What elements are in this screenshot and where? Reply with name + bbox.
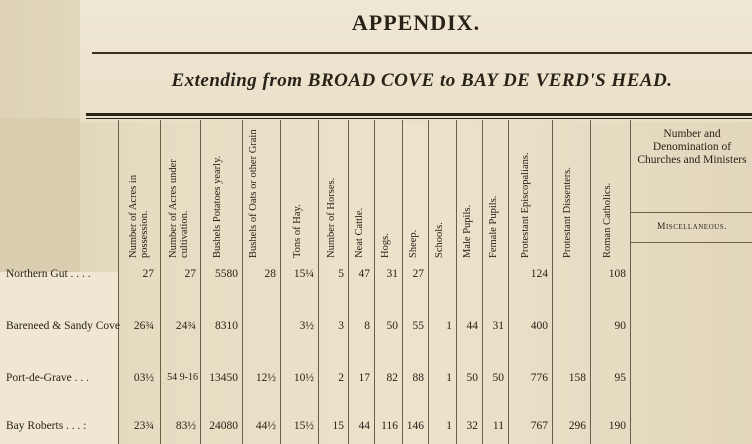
table-cell: 31 [492, 320, 504, 332]
column-header: Hogs. [380, 233, 391, 258]
column-rule [374, 120, 375, 444]
title-rule [92, 52, 752, 54]
table-cell: 44 [358, 420, 370, 432]
table-cell: 26¾ [133, 320, 154, 332]
table-cell: 23¾ [133, 420, 154, 432]
misc-rule [630, 212, 752, 213]
table-cell: 400 [530, 320, 548, 332]
table-cell: 28 [264, 268, 276, 280]
table-cell: 47 [358, 268, 370, 280]
table-cell: 44 [466, 320, 478, 332]
column-header: Number of Acres under cultivation. [168, 159, 190, 258]
table-cell: 82 [386, 372, 398, 384]
column-rule [428, 120, 429, 444]
column-header: Roman Catholics. [602, 182, 613, 258]
table-cell: 17 [358, 372, 370, 384]
table-cell: 32 [466, 420, 478, 432]
column-header: Number of Horses. [326, 177, 337, 258]
table-cell: 27 [412, 268, 424, 280]
table-cell: 11 [492, 420, 504, 432]
column-header: Protestant Episcopalians. [520, 152, 531, 258]
column-rule [118, 120, 119, 444]
column-rule [630, 120, 631, 444]
table-cell: 108 [608, 268, 626, 280]
table-subtitle: Extending from BROAD COVE to BAY DE VERD'S HEAD. [171, 70, 673, 91]
table-cell: 88 [412, 372, 424, 384]
column-header: Female Pupils. [488, 195, 499, 258]
table-cell: 95 [614, 372, 626, 384]
table-cell: 1 [446, 420, 452, 432]
offset-slip [0, 272, 121, 444]
table-cell: 27 [184, 268, 196, 280]
table-cell: 24080 [209, 420, 238, 432]
row-label: Northern Gut . . . . [6, 268, 91, 280]
table-cell: 13450 [209, 372, 238, 384]
header-rule-thick [86, 113, 752, 116]
table-cell: 15½ [293, 420, 314, 432]
row-label: Port-de-Grave . . . [6, 372, 90, 384]
column-rule [242, 120, 243, 444]
column-header: Schools. [434, 222, 445, 258]
table-cell: 15¼ [293, 268, 314, 280]
column-rule [200, 120, 201, 444]
table-cell: 83½ [175, 420, 196, 432]
miscellaneous-header: Miscellaneous. [657, 222, 727, 232]
table-cell: 8 [364, 320, 370, 332]
row-label: Bareneed & Sandy Cove [6, 320, 121, 332]
table-cell: 44½ [255, 420, 276, 432]
table-cell: 27 [142, 268, 154, 280]
column-rule [318, 120, 319, 444]
table-cell: 116 [381, 420, 398, 432]
table-cell: 31 [386, 268, 398, 280]
column-header: Sheep. [408, 229, 419, 258]
table-cell: 03½ [133, 372, 154, 384]
table-cell: 190 [608, 420, 626, 432]
page-margin-strip [0, 118, 80, 274]
table-cell: 55 [412, 320, 424, 332]
table-cell: 10½ [293, 372, 314, 384]
churches-header: Number and Denomination of Churches and Ministers [637, 128, 747, 166]
column-header: Tons of Hay. [292, 204, 303, 258]
table-cell: 5580 [215, 268, 238, 280]
table-cell: 50 [386, 320, 398, 332]
column-header: Neat Cattle. [354, 207, 365, 258]
row-label: Bay Roberts . . . : [6, 420, 87, 432]
table-cell: 54 9-16 [167, 372, 198, 383]
table-cell: 3½ [299, 320, 314, 332]
column-header: Number of Acres in possession. [128, 174, 150, 258]
table-cell: 12½ [255, 372, 276, 384]
column-rule [280, 120, 281, 444]
table-cell: 1 [446, 372, 452, 384]
column-header: Male Pupils. [462, 204, 473, 258]
table-cell: 776 [530, 372, 548, 384]
column-rule [508, 120, 509, 444]
column-rule [348, 120, 349, 444]
header-rule-thin [86, 118, 752, 119]
table-cell: 50 [492, 372, 504, 384]
table-cell: 2 [338, 372, 344, 384]
column-header: Bushels of Oats or other Grain [248, 129, 259, 258]
column-rule [160, 120, 161, 444]
table-cell: 90 [614, 320, 626, 332]
table-cell: 158 [568, 372, 586, 384]
column-rule [590, 120, 591, 444]
column-header: Protestant Dissenters. [562, 167, 573, 258]
column-rule [552, 120, 553, 444]
table-cell: 146 [406, 420, 424, 432]
table-cell: 50 [466, 372, 478, 384]
table-cell: 24¾ [175, 320, 196, 332]
table-cell: 3 [338, 320, 344, 332]
misc-rule [630, 242, 752, 243]
column-rule [482, 120, 483, 444]
table-cell: 124 [530, 268, 548, 280]
column-rule [456, 120, 457, 444]
table-cell: 8310 [215, 320, 238, 332]
table-cell: 5 [338, 268, 344, 280]
column-rule [402, 120, 403, 444]
table-cell: 1 [446, 320, 452, 332]
column-header: Bushels Potatoes yearly. [212, 155, 223, 258]
appendix-title: APPENDIX. [351, 10, 481, 35]
table-cell: 767 [530, 420, 548, 432]
table-cell: 15 [332, 420, 344, 432]
table-cell: 296 [568, 420, 586, 432]
